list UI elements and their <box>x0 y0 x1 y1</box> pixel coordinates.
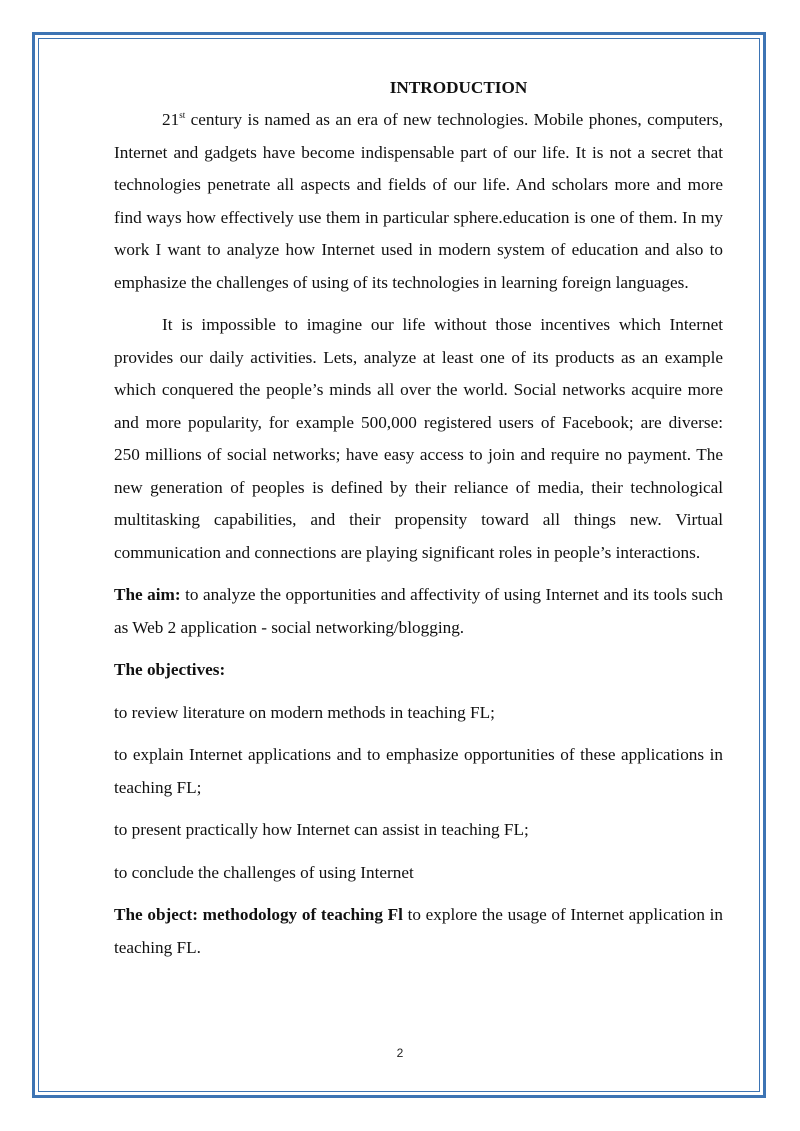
intro-paragraph-2: It is impossible to imagine our life without those incentives which Internet provides our daily activities. Lets, analyze at least one of its products as an example which conquered the people’s minds all over the world. Social networks acquire more and more popularity, for example 500,000 registered users of Facebook; are diverse: 250 millions of social networks; have easy access to join and require no payment. The new generation of peoples is defined by their reliance of media, their technological multitasking capabilities, and their propensity toward all things new. Virtual communication and connections are playing significant roles in people’s interactions. <box>114 315 723 562</box>
objectives-heading <box>114 654 723 687</box>
document-body <box>114 72 723 964</box>
object-paragraph <box>114 899 723 964</box>
objective-item: to conclude the challenges of using Internet <box>114 862 414 882</box>
page-title: INTRODUCTION <box>389 78 528 97</box>
object-label: The object: methodology of teaching Fl <box>114 905 403 924</box>
objective-item: to explain Internet applications and to emphasize opportunities of these applications in teaching FL; <box>114 745 723 797</box>
aim-paragraph <box>114 579 723 644</box>
objectives-label: The objectives: <box>114 660 226 679</box>
objective-item: to present practically how Internet can assist in teaching FL; <box>114 820 529 839</box>
aim-label: The aim: <box>114 585 181 604</box>
page-number: 2 <box>396 1046 404 1060</box>
aim-text: to analyze the opportunities and affectivity of using Internet and its tools such as Web 2 application - social networking/blogging. <box>114 585 724 637</box>
object-text: to explore the usage of Internet application in teaching FL. <box>114 905 724 957</box>
century-number: 21 <box>162 110 180 129</box>
intro-paragraph-1 <box>114 104 723 299</box>
ordinal-superscript: st <box>179 110 186 120</box>
intro-paragraph-1-text: century is named as an era of new technologies. Mobile phones, computers, Internet and gadgets have become indispensable part of our life. It is not a secret that technologies penetrate all aspects and fields of our life. And scholars more and more find ways how effectively use them in particular sphere.education is one of them. In my work I want to analyze how Internet used in modern system of education and also to emphasize the challenges of using of its technologies in learning foreign languages. <box>114 110 723 292</box>
objective-item: to review literature on modern methods in teaching FL; <box>114 702 495 722</box>
